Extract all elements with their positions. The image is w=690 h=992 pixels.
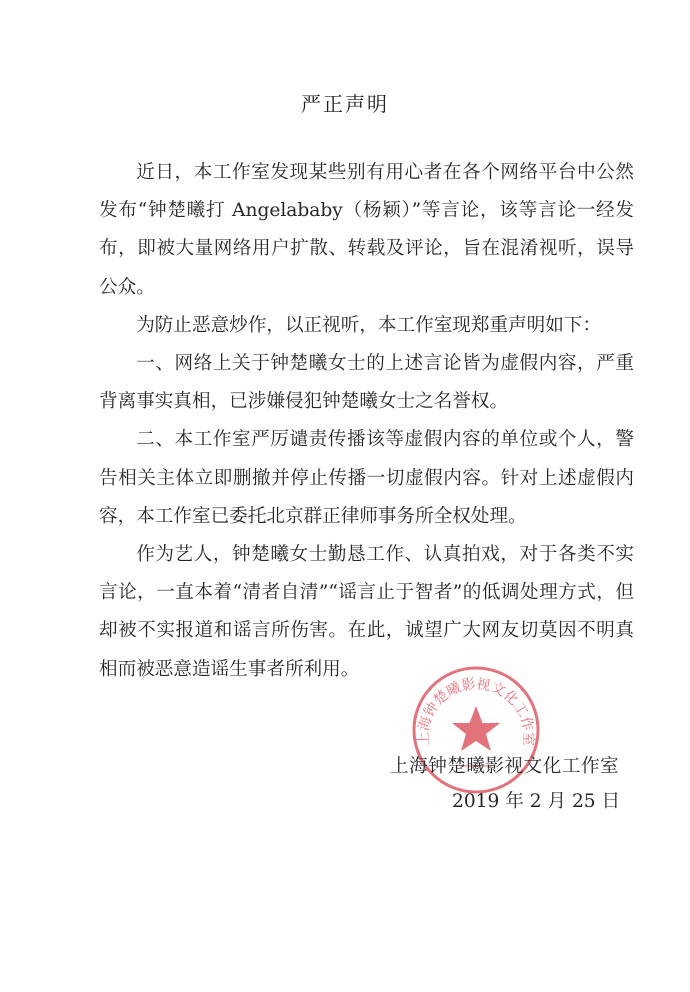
paragraph-point-one: 一、网络上关于钟楚曦女士的上述言论皆为虚假内容，严重背离事实真相，已涉嫌侵犯钟楚曦女士之名誉权。 (99, 353, 634, 413)
signature-date: 2019 年 2 月 25 日 (452, 791, 621, 812)
paragraph-point-two: 二、本工作室严厉谴责传播该等虚假内容的单位或个人，警告相关主体立即删撤并停止传播一切虚假内容。针对上述虚假内容，本工作室已委托北京群正律师事务所全权处理。 (99, 429, 634, 527)
paragraph-declaration: 为防止恶意炒作，以正视听，本工作室现郑重声明如下： (136, 314, 602, 336)
signature-organization: 上海钟楚曦影视文化工作室 (390, 756, 620, 777)
document-body (99, 154, 634, 689)
document-title: 严正声明 (301, 92, 389, 116)
star-icon (452, 706, 500, 751)
paragraph-closing: 作为艺人，钟楚曦女士勤恳工作、认真拍戏，对于各类不实言论，一直本着“清者自清”“谣言止于智者”的低调处理方式，但却被不实报道和谣言所伤害。在此，诚望广大网友切莫因不明真相而被恶意造谣生事者所利用。 (99, 544, 634, 680)
seal-text: 上海钟楚曦影视文化工作室 (415, 676, 537, 747)
paragraph-intro: 近日，本工作室发现某些别有用心者在各个网络平台中公然发布“钟楚曦打 Angelababy（杨颖）”等言论，该等言论一经发布，即被大量网络用户扩散、转载及评论，旨在混淆视听，误导公众。 (99, 162, 634, 298)
